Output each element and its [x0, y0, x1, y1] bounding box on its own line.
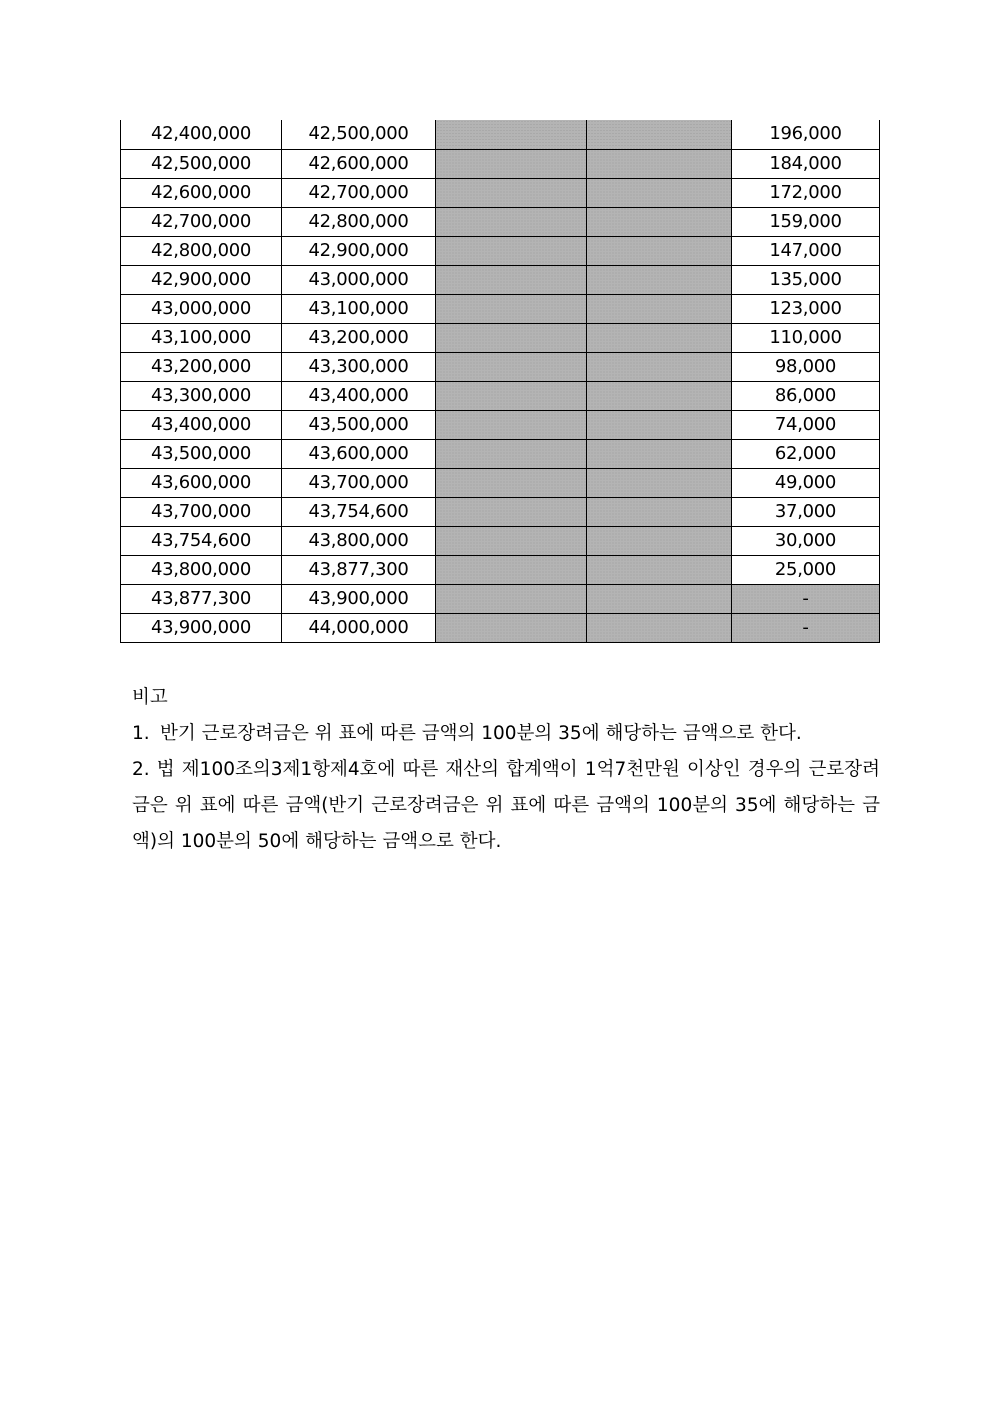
shaded-cell — [587, 178, 732, 207]
shaded-cell — [436, 120, 587, 149]
amount-cell: 123,000 — [732, 294, 880, 323]
amount-cell: 184,000 — [732, 149, 880, 178]
range-to-cell: 43,754,600 — [282, 497, 436, 526]
range-from-cell: 43,900,000 — [121, 613, 282, 642]
range-to-cell: 43,200,000 — [282, 323, 436, 352]
amount-cell: 196,000 — [732, 120, 880, 149]
table-row — [121, 178, 880, 207]
shaded-cell — [587, 120, 732, 149]
range-from-cell: 42,600,000 — [121, 178, 282, 207]
shaded-cell — [587, 526, 732, 555]
range-from-cell: 42,900,000 — [121, 265, 282, 294]
shaded-cell — [436, 178, 587, 207]
range-to-cell: 43,700,000 — [282, 468, 436, 497]
shaded-cell — [587, 410, 732, 439]
range-to-cell: 42,900,000 — [282, 236, 436, 265]
amount-cell: 49,000 — [732, 468, 880, 497]
range-to-cell: 43,877,300 — [282, 555, 436, 584]
range-from-cell: 43,500,000 — [121, 439, 282, 468]
table-row — [121, 410, 880, 439]
shaded-cell — [587, 584, 732, 613]
shaded-cell — [436, 555, 587, 584]
range-to-cell: 42,800,000 — [282, 207, 436, 236]
range-to-cell: 43,900,000 — [282, 584, 436, 613]
range-to-cell: 42,700,000 — [282, 178, 436, 207]
range-from-cell: 43,800,000 — [121, 555, 282, 584]
note-item-1 — [120, 716, 880, 752]
shaded-cell — [587, 149, 732, 178]
shaded-cell — [587, 323, 732, 352]
shaded-cell — [436, 468, 587, 497]
range-from-cell: 43,600,000 — [121, 468, 282, 497]
note-item-2: 2. 법 제100조의3제1항제4호에 따른 재산의 합계액이 1억7천만원 이상인 경우의 근로장려금은 위 표에 따른 금액(반기 근로장려금은 위 표에 따른 금액의 100분의 35에 해당하는 금액)의 100분의 50에 해당하는 금액으로 한다. — [132, 759, 880, 852]
shaded-cell — [587, 294, 732, 323]
shaded-cell — [587, 236, 732, 265]
shaded-cell — [587, 497, 732, 526]
shaded-cell — [436, 149, 587, 178]
shaded-cell — [587, 381, 732, 410]
shaded-cell — [587, 468, 732, 497]
notes-title: 비고 — [132, 687, 168, 708]
range-from-cell: 43,300,000 — [121, 381, 282, 410]
shaded-cell — [587, 352, 732, 381]
table-row — [121, 381, 880, 410]
table-row — [121, 555, 880, 584]
range-to-cell: 43,500,000 — [282, 410, 436, 439]
table-row — [121, 497, 880, 526]
incentive-amount-table — [120, 120, 880, 643]
range-from-cell: 43,400,000 — [121, 410, 282, 439]
table-row — [121, 526, 880, 555]
note-item-1-number: 1. — [132, 723, 150, 744]
range-from-cell: 43,200,000 — [121, 352, 282, 381]
range-to-cell: 44,000,000 — [282, 613, 436, 642]
range-from-cell: 42,400,000 — [121, 120, 282, 149]
range-from-cell: 43,877,300 — [121, 584, 282, 613]
amount-cell: 147,000 — [732, 236, 880, 265]
shaded-cell — [436, 497, 587, 526]
table-row — [121, 294, 880, 323]
range-from-cell: 42,800,000 — [121, 236, 282, 265]
range-to-cell: 43,300,000 — [282, 352, 436, 381]
table-row — [121, 439, 880, 468]
shaded-cell — [436, 294, 587, 323]
amount-cell: 37,000 — [732, 497, 880, 526]
shaded-cell — [436, 352, 587, 381]
table-row — [121, 149, 880, 178]
shaded-cell — [436, 265, 587, 294]
range-from-cell: 43,100,000 — [121, 323, 282, 352]
shaded-cell — [436, 439, 587, 468]
shaded-cell — [436, 410, 587, 439]
range-to-cell: 43,400,000 — [282, 381, 436, 410]
range-to-cell: 42,600,000 — [282, 149, 436, 178]
amount-cell: 62,000 — [732, 439, 880, 468]
amount-cell: 86,000 — [732, 381, 880, 410]
shaded-cell — [436, 526, 587, 555]
range-to-cell: 43,100,000 — [282, 294, 436, 323]
range-from-cell: 43,000,000 — [121, 294, 282, 323]
amount-cell: 135,000 — [732, 265, 880, 294]
shaded-cell — [436, 613, 587, 642]
amount-cell: 98,000 — [732, 352, 880, 381]
table-row — [121, 236, 880, 265]
table-row — [121, 584, 880, 613]
shaded-cell — [436, 584, 587, 613]
amount-cell: 30,000 — [732, 526, 880, 555]
range-from-cell: 42,700,000 — [121, 207, 282, 236]
table-row — [121, 207, 880, 236]
shaded-cell — [436, 207, 587, 236]
amount-cell: - — [732, 584, 880, 613]
shaded-cell — [436, 323, 587, 352]
table-row — [121, 468, 880, 497]
amount-cell: 172,000 — [732, 178, 880, 207]
shaded-cell — [436, 381, 587, 410]
range-from-cell: 43,700,000 — [121, 497, 282, 526]
range-to-cell: 43,000,000 — [282, 265, 436, 294]
range-from-cell: 42,500,000 — [121, 149, 282, 178]
notes-section — [120, 680, 880, 860]
range-to-cell: 43,800,000 — [282, 526, 436, 555]
table-body — [121, 120, 880, 642]
shaded-cell — [587, 613, 732, 642]
table-row — [121, 352, 880, 381]
table-row — [121, 613, 880, 642]
note-item-1-text: 반기 근로장려금은 위 표에 따른 금액의 100분의 35에 해당하는 금액으로 한다. — [160, 723, 802, 744]
range-to-cell: 43,600,000 — [282, 439, 436, 468]
amount-cell: - — [732, 613, 880, 642]
table-row — [121, 323, 880, 352]
amount-cell: 74,000 — [732, 410, 880, 439]
shaded-cell — [587, 265, 732, 294]
shaded-cell — [587, 439, 732, 468]
shaded-cell — [587, 207, 732, 236]
table-row — [121, 120, 880, 149]
amount-cell: 159,000 — [732, 207, 880, 236]
shaded-cell — [587, 555, 732, 584]
range-from-cell: 43,754,600 — [121, 526, 282, 555]
shaded-cell — [436, 236, 587, 265]
range-to-cell: 42,500,000 — [282, 120, 436, 149]
table-row — [121, 265, 880, 294]
amount-cell: 25,000 — [732, 555, 880, 584]
amount-cell: 110,000 — [732, 323, 880, 352]
